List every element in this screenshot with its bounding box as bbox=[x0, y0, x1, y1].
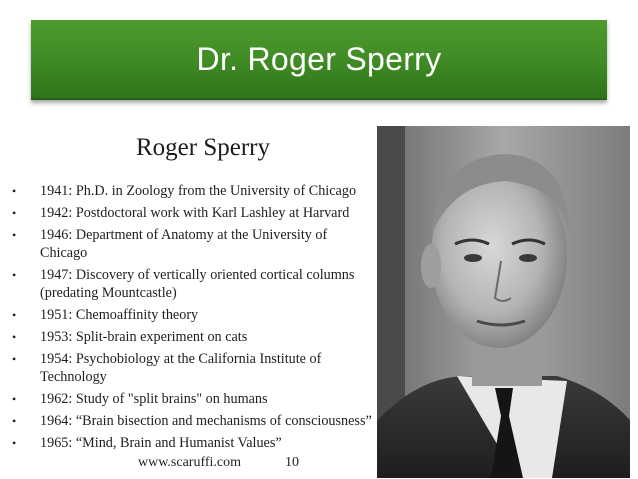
list-item-text: 1946: Department of Anatomy at the University of Chicago bbox=[40, 227, 328, 261]
list-item bbox=[0, 328, 372, 346]
portrait-illustration bbox=[377, 126, 630, 478]
list-item bbox=[0, 306, 372, 324]
bullet-icon: • bbox=[12, 414, 17, 428]
list-item bbox=[0, 182, 372, 200]
slide-title: Dr. Roger Sperry bbox=[196, 40, 442, 77]
bullet-icon: • bbox=[12, 436, 17, 450]
list-item-text: 1965: “Mind, Brain and Humanist Values” bbox=[40, 435, 282, 451]
list-item bbox=[0, 412, 372, 430]
list-item-text: 1953: Split-brain experiment on cats bbox=[40, 329, 248, 345]
list-item-text: 1941: Ph.D. in Zoology from the University of Chicago bbox=[40, 183, 357, 199]
list-item-text: 1954: Psychobiology at the California Institute of Technology bbox=[40, 351, 322, 385]
list-item bbox=[0, 390, 372, 408]
list-item bbox=[0, 434, 372, 452]
timeline-list bbox=[0, 182, 372, 456]
slide-title-bar bbox=[31, 20, 607, 100]
bullet-icon: • bbox=[12, 206, 17, 220]
list-item-text: 1947: Discovery of vertically oriented cortical columns (predating Mountcastle) bbox=[40, 267, 355, 301]
list-item-text: 1962: Study of "split brains" on humans bbox=[40, 391, 268, 407]
footer-page-number: 10 bbox=[285, 455, 300, 470]
list-item-text: 1942: Postdoctoral work with Karl Lashley at Harvard bbox=[40, 205, 350, 221]
bullet-icon: • bbox=[12, 392, 17, 406]
bullet-icon: • bbox=[12, 330, 17, 344]
list-item-text: 1964: “Brain bisection and mechanisms of consciousness” bbox=[40, 413, 372, 429]
bullet-icon: • bbox=[12, 308, 17, 322]
list-item bbox=[0, 266, 372, 302]
bullet-icon: • bbox=[12, 228, 17, 242]
list-item bbox=[0, 204, 372, 222]
bullet-icon: • bbox=[12, 268, 17, 282]
bullet-icon: • bbox=[12, 184, 17, 198]
footer-website: www.scaruffi.com bbox=[138, 455, 242, 470]
list-item bbox=[0, 226, 372, 262]
portrait-photo bbox=[377, 126, 630, 478]
list-item bbox=[0, 350, 372, 386]
list-item-text: 1951: Chemoaffinity theory bbox=[40, 307, 199, 323]
scanned-slide-image bbox=[0, 120, 638, 479]
scan-footer bbox=[138, 455, 299, 471]
bullet-icon: • bbox=[12, 352, 17, 366]
scan-heading: Roger Sperry bbox=[136, 134, 270, 161]
